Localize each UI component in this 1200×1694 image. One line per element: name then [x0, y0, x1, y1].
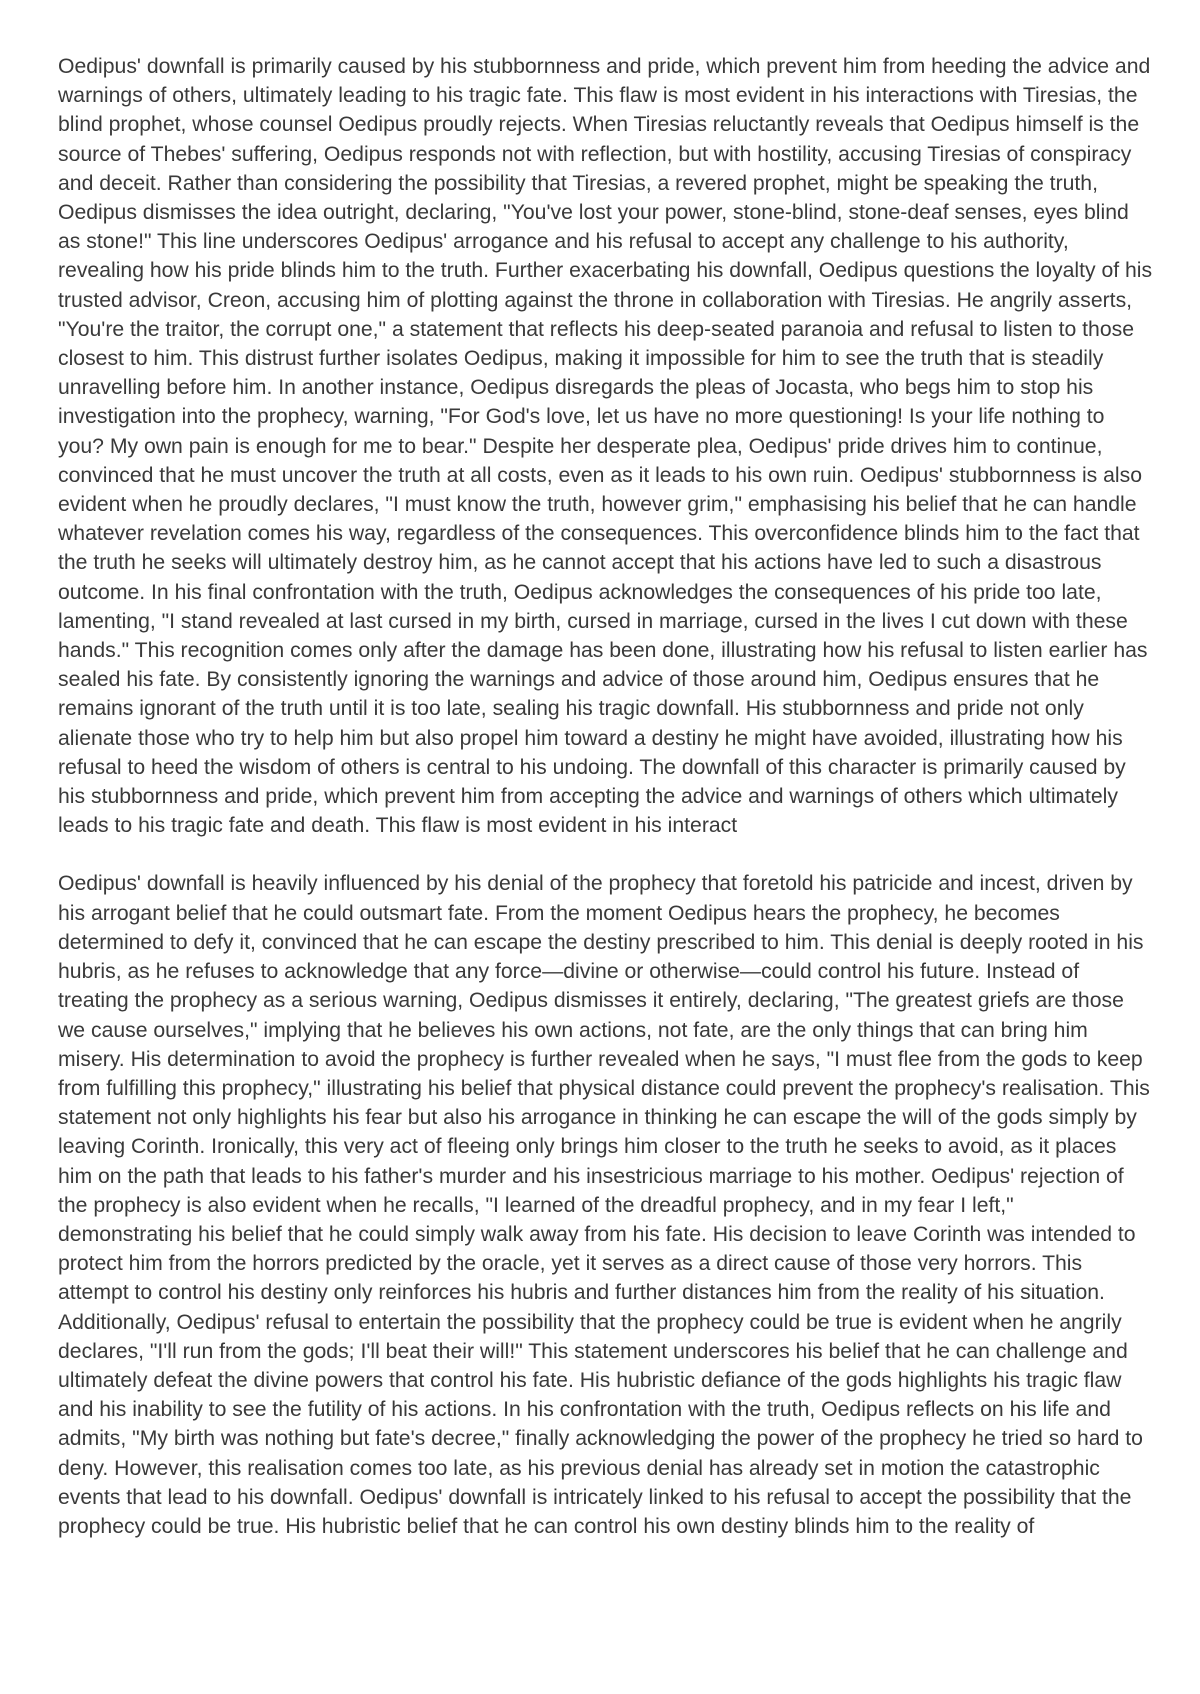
paragraph-hubris-pride: Oedipus' downfall is primarily caused by his stubbornness and pride, which prevent him from heeding the advice and warnings of others, ultimately leading to his tragic fate. This flaw is most evident in his interactions with Tiresias, the blind prophet, whose counsel Oedipus proudly rejects. When Tiresias reluctantly reveals that Oedipus himself is the source of Thebes' suffering, Oedipus responds not with reflection, but with hostility, accusing Tiresias of conspiracy and deceit. Rather than considering the possibility that Tiresias, a revered prophet, might be speaking the truth, Oedipus dismisses the idea outright, declaring, "You've lost your power, stone-blind, stone-deaf senses, eyes blind as stone!" This line underscores Oedipus' arrogance and his refusal to accept any challenge to his authority, revealing how his pride blinds him to the truth. Further exacerbating his downfall, Oedipus questions the loyalty of his trusted advisor, Creon, accusing him of plotting against the throne in collaboration with Tiresias. He angrily asserts, "You're the traitor, the corrupt one," a statement that reflects his deep-seated paranoia and refusal to listen to those closest to him. This distrust further isolates Oedipus, making it impossible for him to see the truth that is steadily unravelling before him. In another instance, Oedipus disregards the pleas of Jocasta, who begs him to stop his investigation into the prophecy, warning, "For God's love, let us have no more questioning! Is your life nothing to you? My own pain is enough for me to bear." Despite her desperate plea, Oedipus' pride drives him to continue, convinced that he must uncover the truth at all costs, even as it leads to his own ruin. Oedipus' stubbornness is also evident when he proudly declares, "I must know the truth, however grim," emphasising his belief that he can handle whatever revelation comes his way, regardless of the consequences. This overconfidence blinds him to the fact that the truth he seeks will ultimately destroy him, as he cannot accept that his actions have led to such a disastrous outcome. In his final confrontation with the truth, Oedipus acknowledges the consequences of his pride too late, lamenting, "I stand revealed at last cursed in my birth, cursed in marriage, cursed in the lives I cut down with these hands." This recognition comes only after the damage has been done, illustrating how his refusal to listen earlier has sealed his fate. By consistently ignoring the warnings and advice of those around him, Oedipus ensures that he remains ignorant of the truth until it is too late, sealing his tragic downfall. His stubbornness and pride not only alienate those who try to help him but also propel him toward a destiny he might have avoided, illustrating how his refusal to heed the wisdom of others is central to his undoing. The downfall of this character is primarily caused by his stubbornness and pride, which prevent him from accepting the advice and warnings of others which ultimately leads to his tragic fate and death. This flaw is most evident in his interact — [58, 55, 1153, 838]
paragraph-denial-prophecy: Oedipus' downfall is heavily influenced by his denial of the prophecy that foretold his patricide and incest, driven by his arrogant belief that he could outsmart fate. From the moment Oedipus hears the prophecy, he becomes determined to defy it, convinced that he can escape the destiny prescribed to him. This denial is deeply rooted in his hubris, as he refuses to acknowledge that any force—divine or otherwise—could control his future. Instead of treating the prophecy as a serious warning, Oedipus dismisses it entirely, declaring, "The greatest griefs are those we cause ourselves," implying that he believes his own actions, not fate, are the only things that can bring him misery. His determination to avoid the prophecy is further revealed when he says, "I must flee from the gods to keep from fulfilling this prophecy," illustrating his belief that physical distance could prevent the prophecy's realisation. This statement not only highlights his fear but also his arrogance in thinking he can escape the will of the gods simply by leaving Corinth. Ironically, this very act of fleeing only brings him closer to the truth he seeks to avoid, as it places him on the path that leads to his father's murder and his insestricious marriage to his mother. Oedipus' rejection of the prophecy is also evident when he recalls, "I learned of the dreadful prophecy, and in my fear I left," demonstrating his belief that he could simply walk away from his fate. His decision to leave Corinth was intended to protect him from the horrors predicted by the oracle, yet it serves as a direct cause of those very horrors. This attempt to control his destiny only reinforces his hubris and further distances him from the reality of his situation. Additionally, Oedipus' refusal to entertain the possibility that the prophecy could be true is evident when he angrily declares, "I'll run from the gods; I'll beat their will!" This statement underscores his belief that he can challenge and ultimately defeat the divine powers that control his fate. His hubristic defiance of the gods highlights his tragic flaw and his inability to see the futility of his actions. In his confrontation with the truth, Oedipus reflects on his life and admits, "My birth was nothing but fate's decree," finally acknowledging the power of the prophecy he tried so hard to deny. However, this realisation comes too late, as his previous denial has already set in motion the catastrophic events that lead to his downfall. Oedipus' downfall is intricately linked to his refusal to accept the possibility that the prophecy could be true. His hubristic belief that he can control his own destiny blinds him to the reality of — [58, 872, 1150, 1538]
document-body — [58, 52, 1153, 1541]
paragraph-spacer — [58, 840, 1153, 869]
